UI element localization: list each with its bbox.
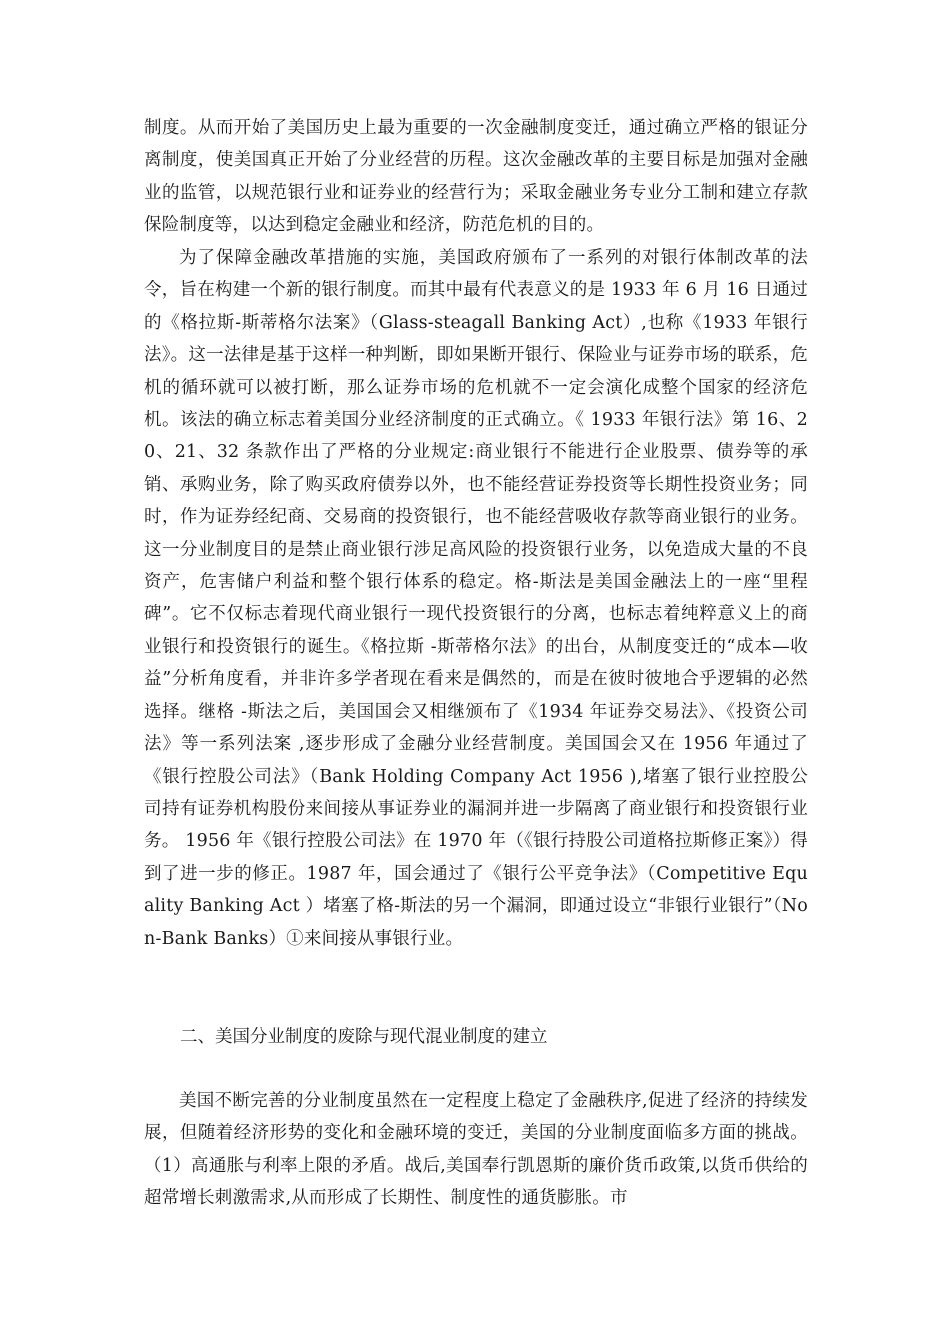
body-paragraph: 制度。从而开始了美国历史上最为重要的一次金融制度变迁，通过确立严格的银证分离制度，使美国真正开始了分业经营的历程。这次金融改革的主要目标是加强对金融业的监管，以规范银行业和证券业的经营行为；采取金融业务专业分工制和建立存款保险制度等，以达到稳定金融业和经济，防范危机的目的。	[144, 118, 808, 236]
body-paragraph: 为了保障金融改革措施的实施，美国政府颁布了一系列的对银行体制改革的法令，旨在构建一个新的银行制度。而其中最有代表意义的是 1933 年 6 月 16 日通过的《格拉斯-斯蒂格尔法案》（Glass-steagall Banking Act）,也称《1933 年银行法》。这一法律是基于这样一种判断，即如果断开银行、保险业与证券市场的联系，危机的循环就可以被打断，那么证券市场的危机就不一定会演化成整个国家的经济危机。该法的确立标志着美国分业经济制度的正式确立。《 1933 年银行法》第 16、20、21、32 条款作出了严格的分业规定:商业银行不能进行企业股票、债券等的承销、承购业务，除了购买政府债券以外，也不能经营证券投资等长期性投资业务；同时，作为证券经纪商、交易商的投资银行，也不能经营吸收存款等商业银行的业务。这一分业制度目的是禁止商业银行涉足高风险的投资银行业务，以免造成大量的不良资产，危害储户利益和整个银行体系的稳定。格-斯法是美国金融法上的一座“里程碑”。它不仅标志着现代商业银行一现代投资银行的分离，也标志着纯粹意义上的商业银行和投资银行的诞生。《格拉斯 -斯蒂格尔法》的出台，从制度变迁的“成本—收益”分析角度看，并非许多学者现在看来是偶然的，而是在彼时彼地合乎逻辑的必然选择。继格 -斯法之后，美国国会又相继颁布了《1934 年证券交易法》、《投资公司法》等一系列法案 ,逐步形成了金融分业经营制度。美国国会又在 1956 年通过了《银行控股公司法》（Bank Holding Company Act 1956 ),堵塞了银行业控股公司持有证券机构股份来间接从事证券业的漏洞并进一步隔离了商业银行和投资银行业务。 1956 年《银行控股公司法》在 1970 年（《银行持股公司道格拉斯修正案》）得到了进一步的修正。1987 年，国会通过了《银行公平竞争法》（Competitive Equality Banking Act ）堵塞了格-斯法的另一个漏洞，即通过设立“非银行业银行”（Non-Bank Banks）①来间接从事银行业。	[144, 248, 808, 949]
section-heading: 二、美国分业制度的废除与现代混业制度的建立	[180, 1027, 548, 1047]
body-paragraph: 美国不断完善的分业制度虽然在一定程度上稳定了金融秩序,促进了经济的持续发展，但随着经济形势的变化和金融环境的变迁，美国的分业制度面临多方面的挑战。（1）高通胀与利率上限的矛盾。战后,美国奉行凯恩斯的廉价货币政策,以货币供给的超常增长刺激需求,从而形成了长期性、制度性的通货膨胀。市	[144, 1091, 808, 1209]
